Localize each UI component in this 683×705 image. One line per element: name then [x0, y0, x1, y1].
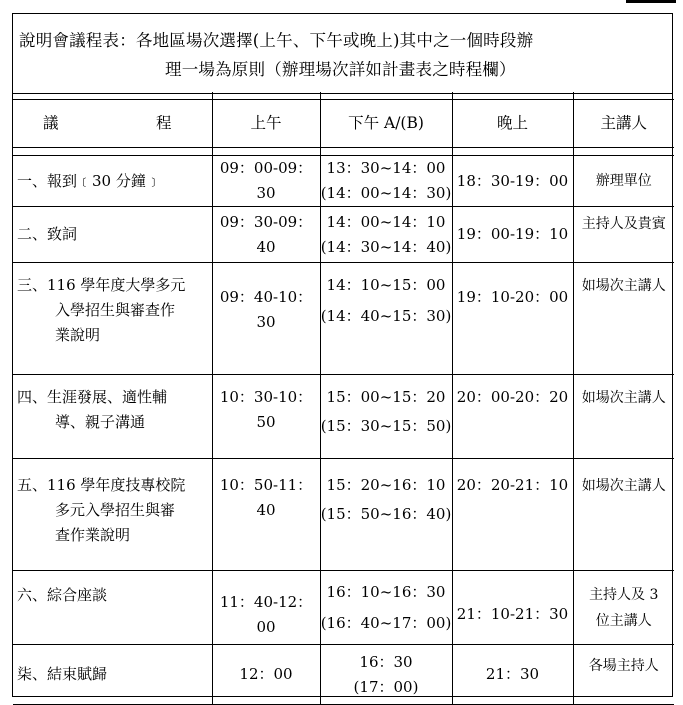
agenda-text: 導、親子溝通	[55, 413, 146, 431]
afternoon-b: (14：40~15：30)	[320, 307, 452, 325]
afternoon-a: 16：10~16：30	[326, 582, 446, 601]
afternoon-b: (14：00~14：30)	[320, 184, 452, 202]
table-row	[13, 263, 674, 375]
evening-cell: 18：30-19：00	[452, 156, 573, 207]
agenda-cell	[13, 263, 212, 375]
speaker-line: 位主講人	[595, 612, 652, 629]
agenda-text: 一、報到﹝30 分鐘﹞	[17, 171, 161, 190]
afternoon-cell	[320, 459, 452, 571]
morning-cell: 11：40-12：00	[212, 571, 320, 645]
afternoon-b: (15：30~15：50)	[320, 417, 452, 435]
afternoon-cell	[320, 156, 452, 207]
corner-mark	[626, 0, 676, 3]
table-row	[13, 571, 674, 645]
afternoon-cell	[320, 571, 452, 645]
afternoon-cell	[320, 207, 452, 263]
agenda-table	[13, 92, 674, 705]
afternoon-cell	[320, 263, 452, 375]
header-line-1: 說明會議程表：各地區場次選擇(上午、下午或晚上)其中之一個時段辦	[19, 31, 534, 50]
morning-cell: 10：30-10：50	[212, 375, 320, 459]
afternoon-b: (14：30~14：40)	[320, 237, 452, 256]
speaker-cell: 辦理單位	[573, 156, 674, 207]
afternoon-a: 15：00~15：20	[326, 388, 446, 406]
evening-cell: 19：00-19：10	[452, 207, 573, 263]
evening-cell: 20：20-21：10	[452, 459, 573, 571]
table-row	[13, 375, 674, 459]
agenda-text: 四、生涯發展、適性輔	[17, 388, 168, 406]
column-header-agenda	[13, 100, 212, 148]
row-gap	[13, 148, 674, 156]
speaker-cell: 如場次主講人	[573, 263, 674, 375]
speaker-cell: 如場次主講人	[573, 375, 674, 459]
agenda-document	[12, 13, 673, 697]
afternoon-a: 13：30~14：00	[326, 159, 446, 177]
afternoon-cell	[320, 375, 452, 459]
column-header-speaker: 主講人	[573, 100, 674, 148]
table-row	[13, 459, 674, 571]
morning-cell: 09：30-09：40	[212, 207, 320, 263]
speaker-cell: 主持人及貴賓	[573, 207, 674, 263]
afternoon-a: 16：30	[359, 652, 413, 671]
morning-cell: 09：40-10：30	[212, 263, 320, 375]
afternoon-cell	[320, 645, 452, 705]
agenda-header-left: 議	[43, 114, 59, 132]
agenda-cell	[13, 375, 212, 459]
agenda-text: 三、116 學年度大學多元	[17, 276, 186, 294]
table-row	[13, 207, 674, 263]
agenda-text: 二、致詞	[17, 225, 78, 243]
afternoon-a: 14：00~14：10	[326, 212, 446, 231]
agenda-cell	[13, 571, 212, 645]
afternoon-a: 15：20~16：10	[326, 476, 446, 494]
agenda-cell	[13, 207, 212, 263]
speaker-cell: 如場次主講人	[573, 459, 674, 571]
table-row	[13, 645, 674, 705]
column-header-afternoon: 下午 A/(B)	[320, 100, 452, 148]
agenda-cell	[13, 156, 212, 207]
speaker-cell: 各場主持人	[573, 645, 674, 705]
agenda-cell	[13, 645, 212, 705]
speaker-line: 主持人及 3	[589, 586, 659, 603]
agenda-header-right: 程	[155, 114, 172, 132]
header-line-2: 理一場為原則（辦理場次詳如計畫表之時程欄）	[165, 60, 516, 79]
table-header-row	[13, 100, 674, 148]
agenda-text: 柒、結束賦歸	[17, 665, 108, 683]
agenda-text: 六、綜合座談	[17, 586, 108, 604]
agenda-text: 入學招生與審查作	[55, 301, 176, 319]
header-gap	[13, 92, 674, 100]
afternoon-b: (15：50~16：40)	[320, 505, 452, 523]
agenda-text: 多元入學招生與審	[55, 501, 176, 519]
morning-cell: 09：00-09：30	[212, 156, 320, 207]
column-header-evening: 晚上	[452, 100, 573, 148]
evening-cell: 21：10-21：30	[452, 571, 573, 645]
table-row	[13, 156, 674, 207]
evening-cell: 19：10-20：00	[452, 263, 573, 375]
afternoon-b: (17：00)	[353, 677, 419, 696]
agenda-text: 查作業說明	[55, 526, 131, 544]
evening-cell: 20：00-20：20	[452, 375, 573, 459]
document-header	[13, 14, 672, 94]
morning-cell: 12：00	[212, 645, 320, 705]
agenda-cell	[13, 459, 212, 571]
agenda-text: 業說明	[55, 326, 101, 344]
speaker-cell	[573, 571, 674, 645]
agenda-text: 五、116 學年度技專校院	[17, 476, 186, 494]
afternoon-b: (16：40~17：00)	[320, 613, 452, 632]
afternoon-a: 14：10~15：00	[326, 276, 446, 294]
morning-cell: 10：50-11：40	[212, 459, 320, 571]
evening-cell: 21：30	[452, 645, 573, 705]
column-header-morning: 上午	[212, 100, 320, 148]
